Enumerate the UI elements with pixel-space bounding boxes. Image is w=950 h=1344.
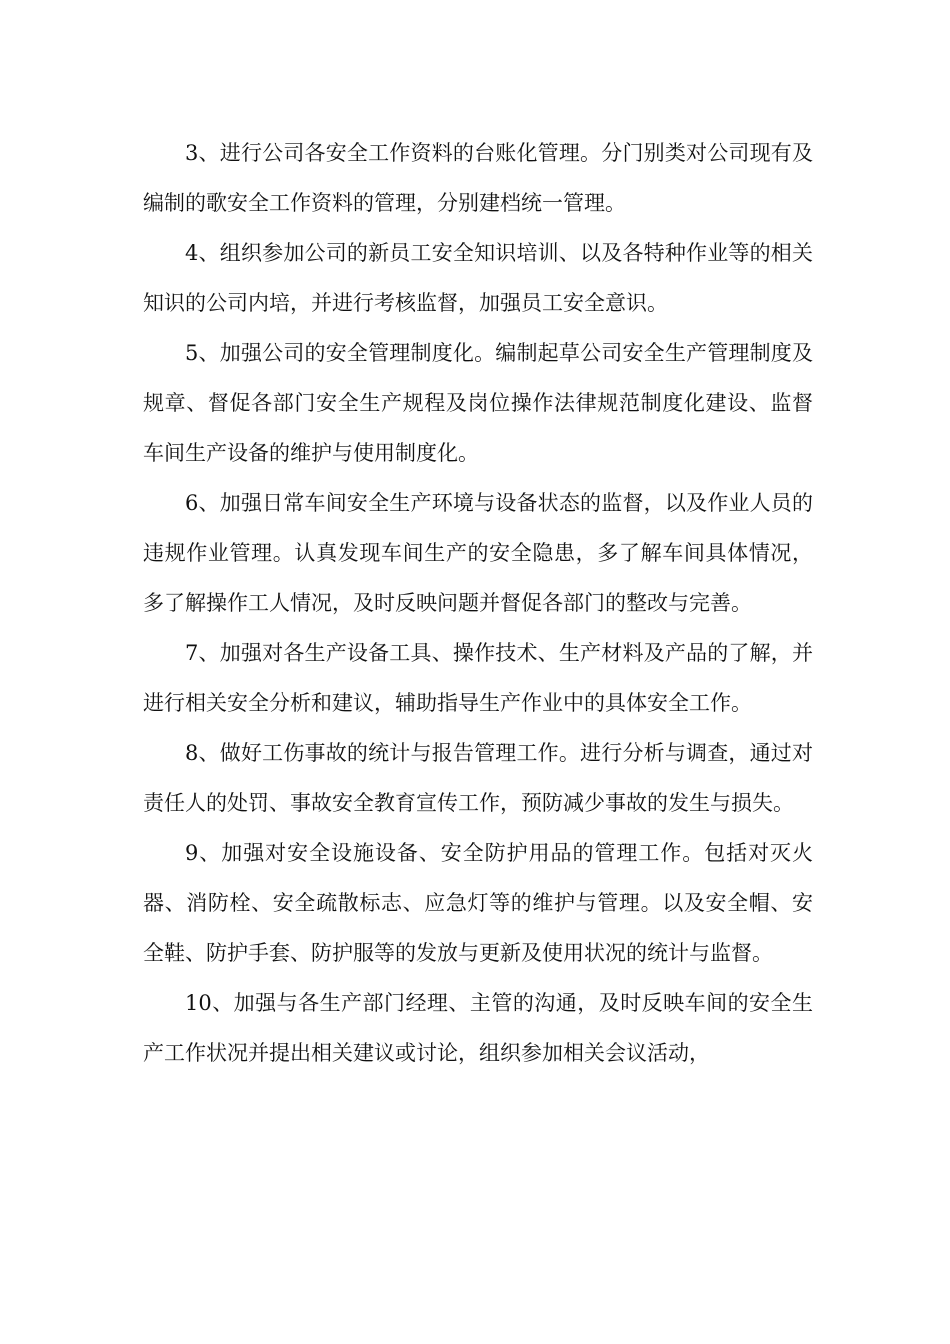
paragraph-item-7: 7、加强对各生产设备工具、操作技术、生产材料及产品的了解，并进行相关安全分析和建议，辅助指导生产作业中的具体安全工作。 bbox=[143, 641, 813, 715]
paragraph-item-8: 8、做好工伤事故的统计与报告管理工作。进行分析与调查，通过对责任人的处罚、事故安全教育宣传工作，预防减少事故的发生与损失。 bbox=[143, 741, 813, 815]
paragraph-item-3: 3、进行公司各安全工作资料的台账化管理。分门别类对公司现有及编制的歌安全工作资料的管理，分别建档统一管理。 bbox=[143, 141, 813, 215]
paragraph-item-9: 9、加强对安全设施设备、安全防护用品的管理工作。包括对灭火器、消防栓、安全疏散标志、应急灯等的维护与管理。以及安全帽、安全鞋、防护手套、防护服等的发放与更新及使用状况的统计与监督。 bbox=[143, 841, 813, 965]
paragraph-item-4: 4、组织参加公司的新员工安全知识培训、以及各特种作业等的相关知识的公司内培，并进行考核监督，加强员工安全意识。 bbox=[143, 241, 813, 315]
paragraph-item-10: 10、加强与各生产部门经理、主管的沟通，及时反映车间的安全生产工作状况并提出相关建议或讨论，组织参加相关会议活动， bbox=[143, 991, 813, 1065]
paragraph-item-6: 6、加强日常车间安全生产环境与设备状态的监督，以及作业人员的违规作业管理。认真发现车间生产的安全隐患，多了解车间具体情况，多了解操作工人情况，及时反映问题并督促各部门的整改与完善。 bbox=[143, 491, 813, 615]
document-body bbox=[143, 128, 813, 1078]
paragraph-item-5: 5、加强公司的安全管理制度化。编制起草公司安全生产管理制度及规章、督促各部门安全生产规程及岗位操作法律规范制度化建设、监督车间生产设备的维护与使用制度化。 bbox=[143, 341, 813, 465]
